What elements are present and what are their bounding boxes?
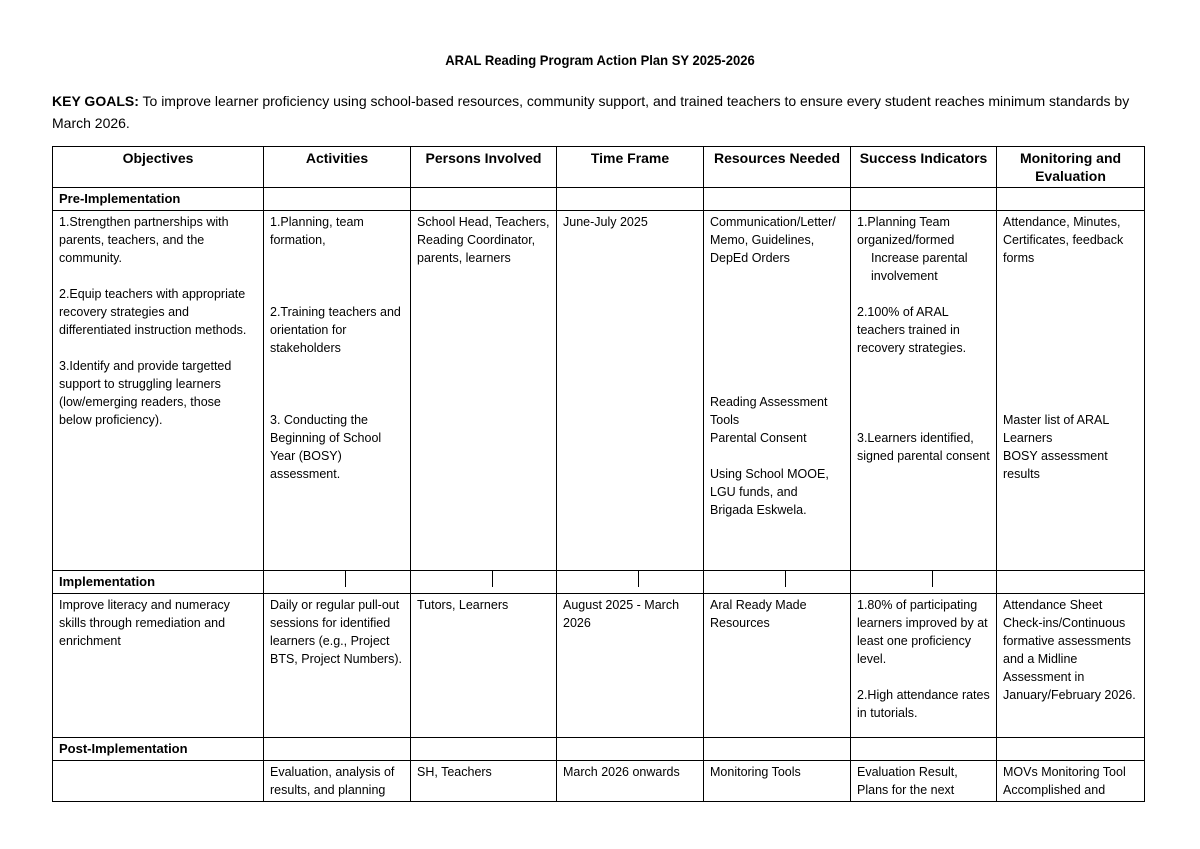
key-goals-label: KEY GOALS: xyxy=(52,93,139,109)
header-activities: Activities xyxy=(264,147,411,188)
cell-impl-monitoring: Attendance Sheet Check-ins/Continuous formative assessments and a Midline Assessment in January/February 2026. xyxy=(997,594,1145,738)
header-resources-needed: Resources Needed xyxy=(704,147,851,188)
phase-label-pre: Pre-Implementation xyxy=(53,188,264,211)
cell-post-time-frame: March 2026 onwards xyxy=(557,761,704,802)
header-monitoring-evaluation: Monitoring and Evaluation xyxy=(997,147,1145,188)
phase-label-impl: Implementation xyxy=(53,571,264,594)
cell-impl-time-frame: August 2025 - March 2026 xyxy=(557,594,704,738)
cell-post-activities: Evaluation, analysis of results, and planning xyxy=(264,761,411,802)
cell-pre-resources: Communication/Letter/ Memo, Guidelines, DepEd Orders Reading Assessment Tools Parental Consent Using School MOOE, LGU funds, and Brigada Eskwela. xyxy=(704,211,851,571)
cell-impl-activities: Daily or regular pull-out sessions for identified learners (e.g., Project BTS, Project Numbers). xyxy=(264,594,411,738)
cell-impl-resources: Aral Ready Made Resources xyxy=(704,594,851,738)
header-objectives: Objectives xyxy=(53,147,264,188)
table-row-impl xyxy=(53,594,1145,738)
key-goals-text: To improve learner proficiency using school-based resources, community support, and trained teachers to ensure every student reaches minimum standards by March 2026. xyxy=(52,93,1130,131)
header-success-indicators: Success Indicators xyxy=(851,147,997,188)
cell-post-indicators: Evaluation Result, Plans for the next xyxy=(851,761,997,802)
cell-impl-persons: Tutors, Learners xyxy=(411,594,557,738)
header-persons-involved: Persons Involved xyxy=(411,147,557,188)
table-row-post xyxy=(53,761,1145,802)
phase-label-post: Post-Implementation xyxy=(53,738,264,761)
cell-post-resources: Monitoring Tools xyxy=(704,761,851,802)
page-title: ARAL Reading Program Action Plan SY 2025-2026 xyxy=(445,52,755,68)
phase-row-impl xyxy=(53,571,1145,594)
cell-post-objectives xyxy=(53,761,264,802)
cell-post-persons: SH, Teachers xyxy=(411,761,557,802)
cell-impl-objectives: Improve literacy and numeracy skills through remediation and enrichment xyxy=(53,594,264,738)
table-row-pre xyxy=(53,211,1145,571)
key-goals xyxy=(52,90,1144,134)
cell-pre-indicators: 1.Planning Team organized/formed Increase parental involvement 2.100% of ARAL teachers trained in recovery strategies. 3.Learners identified, signed parental consent xyxy=(851,211,997,571)
cell-pre-persons: School Head, Teachers, Reading Coordinator, parents, learners xyxy=(411,211,557,571)
cell-pre-time-frame: June-July 2025 xyxy=(557,211,704,571)
header-time-frame: Time Frame xyxy=(557,147,704,188)
cell-pre-objectives: 1.Strengthen partnerships with parents, teachers, and the community. 2.Equip teachers with appropriate recovery strategies and differentiated instruction methods. 3.Identify and provide targetted support to struggling learners (low/emerging readers, those below proficiency). xyxy=(53,211,264,571)
action-plan-table xyxy=(52,146,1145,802)
header-row xyxy=(53,147,1145,188)
phase-row-post xyxy=(53,738,1145,761)
cell-pre-monitoring: Attendance, Minutes, Certificates, feedback forms Master list of ARAL Learners BOSY assessment results xyxy=(997,211,1145,571)
cell-pre-activities: 1.Planning, team formation, 2.Training teachers and orientation for stakeholders 3. Conducting the Beginning of School Year (BOSY) assessment. xyxy=(264,211,411,571)
phase-row-pre xyxy=(53,188,1145,211)
cell-impl-indicators: 1.80% of participating learners improved by at least one proficiency level. 2.High attendance rates in tutorials. xyxy=(851,594,997,738)
cell-post-monitoring: MOVs Monitoring Tool Accomplished and xyxy=(997,761,1145,802)
